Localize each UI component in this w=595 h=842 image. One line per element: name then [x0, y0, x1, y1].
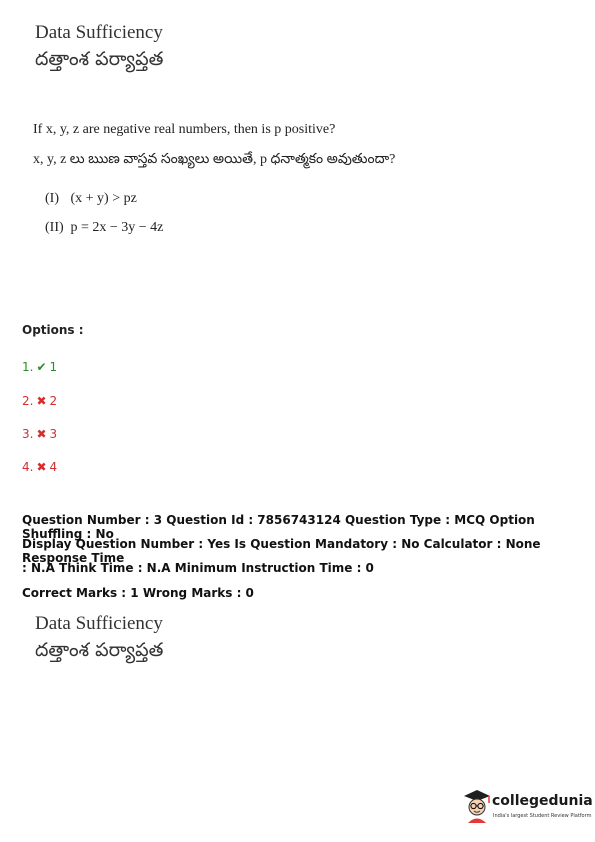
option-number: 3.: [22, 427, 34, 441]
statement-number: (I): [45, 191, 59, 206]
cross-icon: ✖: [36, 460, 47, 474]
question-meta-line-1: Question Number : 3 Question Id : 7856743124 Question Type : MCQ Option Shuffling : No: [22, 513, 535, 541]
marks-info: Correct Marks : 1 Wrong Marks : 0: [22, 586, 254, 600]
section-title-telugu: దత్తాంశ పర్యాప్తత: [35, 639, 164, 661]
option-value: 4: [49, 460, 58, 474]
brand-tagline: India's largest Student Review Platform: [493, 813, 592, 819]
cross-icon: ✖: [36, 394, 47, 408]
student-mascot-icon: [462, 787, 492, 823]
options-label: Options :: [22, 323, 84, 337]
question-text-telugu: x, y, z లు ఋణ వాస్తవ సంఖ్యలు అయితే, p ధనాత్మకం అవుతుందా?: [33, 152, 396, 167]
statement-number: (II): [45, 220, 64, 235]
option-value: 2: [49, 394, 58, 408]
option-value: 1: [49, 360, 58, 374]
cross-icon: ✖: [36, 427, 47, 441]
option-3[interactable]: [22, 427, 57, 441]
statement-1: [45, 191, 137, 207]
question-text-english: If x, y, z are negative real numbers, then is p positive?: [33, 122, 336, 137]
collegedunia-logo: [462, 787, 593, 827]
question-meta-line-3: : N.A Think Time : N.A Minimum Instruction Time : 0: [22, 561, 374, 575]
question-meta-line-2: Display Question Number : Yes Is Question Mandatory : No Calculator : None Response Time: [22, 537, 541, 565]
check-icon: ✔: [36, 360, 47, 374]
option-number: 4.: [22, 460, 34, 474]
option-value: 3: [49, 427, 58, 441]
option-number: 2.: [22, 394, 34, 408]
statement-expression: (x + y) > pz: [70, 191, 137, 206]
option-1[interactable]: [22, 360, 57, 374]
option-number: 1.: [22, 360, 34, 374]
section-title: Data Sufficiency: [35, 613, 163, 634]
brand-name: collegedunia: [492, 793, 593, 809]
section-title-telugu: దత్తాంశ పర్యాప్తత: [35, 48, 164, 70]
statement-2: [45, 220, 163, 236]
statement-expression: p = 2x − 3y − 4z: [70, 220, 164, 235]
section-title: Data Sufficiency: [35, 22, 163, 43]
option-2[interactable]: [22, 394, 57, 408]
option-4[interactable]: [22, 460, 57, 474]
